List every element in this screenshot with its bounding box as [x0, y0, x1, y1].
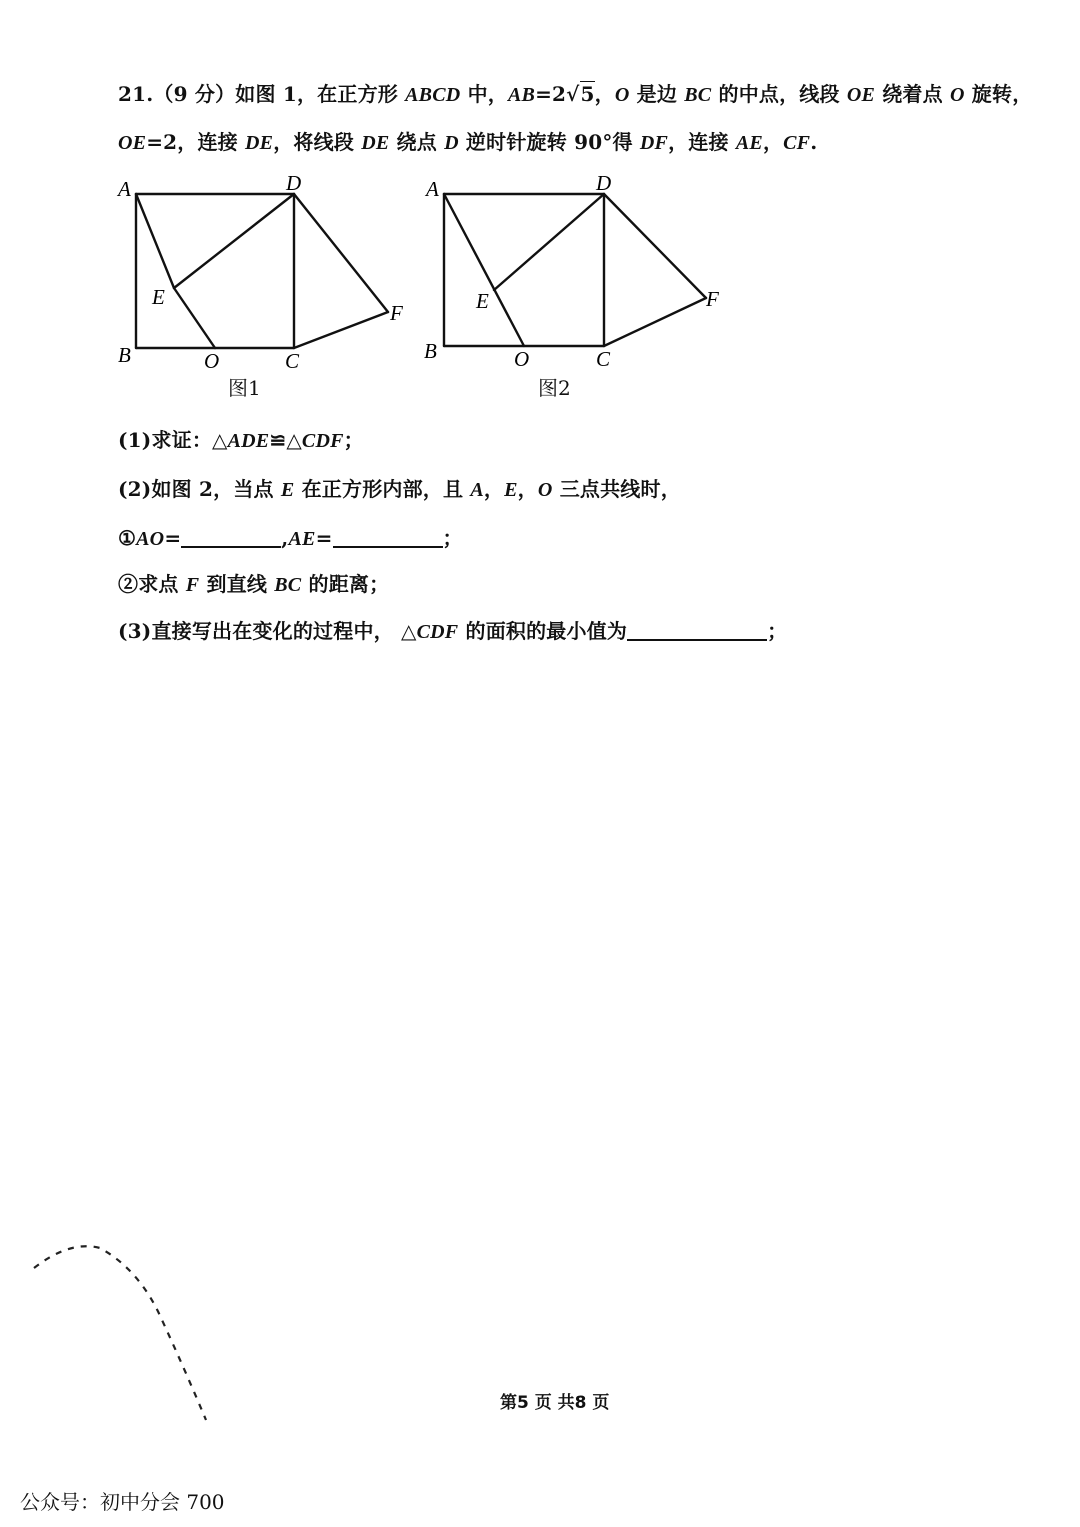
text: 逆时针旋转 90°得	[458, 130, 640, 154]
label-e: E	[152, 285, 165, 309]
segment-ae: AE	[735, 132, 763, 154]
segment-ao: AO	[136, 528, 165, 550]
circled-one: ①	[118, 526, 137, 550]
text: ，将线段	[273, 130, 362, 154]
point-o: O	[614, 84, 630, 106]
segment-de: DE	[361, 132, 390, 154]
text: ；	[767, 619, 788, 643]
point-o: O	[537, 479, 553, 501]
problem-number: 21.	[118, 82, 154, 106]
label-o: O	[204, 349, 220, 373]
question-1	[118, 424, 364, 453]
segment-de	[494, 194, 604, 290]
text: 是边	[629, 82, 685, 106]
dashed-curve-decoration	[0, 1230, 240, 1440]
point-d: D	[444, 132, 459, 154]
text: 绕着点	[875, 82, 950, 106]
question-2b	[118, 568, 389, 597]
text: 在正方形内部，且	[294, 477, 471, 501]
text: (2)如图 2，当点	[118, 477, 281, 501]
problem-line-2	[118, 126, 817, 155]
segment-bc: BC	[274, 574, 302, 596]
question-2	[118, 473, 681, 502]
text: ，	[594, 82, 615, 106]
segment-ae	[136, 194, 174, 288]
segment-df: DF	[639, 132, 669, 154]
figure-1	[110, 170, 420, 405]
figure-2-caption: 图2	[538, 376, 571, 400]
text: ；	[442, 526, 463, 550]
label-b: B	[424, 339, 437, 363]
label-c: C	[285, 349, 300, 373]
text: 到直线	[199, 572, 275, 596]
label-a: A	[426, 177, 439, 201]
text: ，	[517, 477, 538, 501]
segment-df	[604, 194, 706, 298]
segment-ab: AB	[507, 84, 536, 106]
text: 三点共线时，	[552, 477, 681, 501]
text: 的距离；	[301, 572, 390, 596]
label-c: C	[596, 347, 611, 371]
square-name: ABCD	[405, 84, 461, 106]
problem-score: （9 分）	[153, 82, 236, 106]
label-b: B	[118, 343, 131, 367]
label-o: O	[514, 347, 530, 371]
text: ②求点	[118, 572, 186, 596]
text: ，	[762, 130, 784, 154]
segment-de: DE	[245, 132, 274, 154]
point-f: F	[185, 574, 200, 596]
text: =	[164, 526, 182, 550]
problem-line-1	[118, 78, 1032, 107]
answer-blank-ao[interactable]	[181, 526, 281, 548]
sqrt-symbol: √	[566, 82, 580, 106]
answer-blank-min-area[interactable]	[627, 619, 767, 641]
triangle-ade: ADE	[227, 430, 270, 452]
text: (3)直接写出在变化的过程中， △	[118, 619, 417, 643]
text: ，连接	[668, 130, 736, 154]
question-2a	[118, 522, 463, 551]
question-3	[118, 615, 787, 644]
segment-oe: OE	[846, 84, 876, 106]
point-e: E	[280, 479, 295, 501]
text: 的中点，线段	[711, 82, 847, 106]
segment-ae: AE	[288, 528, 316, 550]
label-e: E	[476, 289, 489, 313]
wechat-account: 公众号：初中分会 700	[20, 1490, 225, 1514]
text: ，	[483, 477, 505, 501]
segment-eo	[174, 288, 215, 348]
label-a: A	[118, 177, 131, 201]
segment-de	[174, 194, 294, 288]
page-number: 第5 页 共8 页	[500, 1393, 610, 1413]
point-a: A	[470, 479, 484, 501]
text: 如图 1，在正方形	[235, 82, 406, 106]
answer-blank-ae[interactable]	[333, 526, 443, 548]
figure-1-caption: 图1	[228, 376, 261, 400]
text: 的面积的最小值为	[458, 619, 628, 643]
segment-cf	[294, 312, 388, 348]
label-d: D	[286, 171, 302, 195]
triangle-cdf: CDF	[301, 430, 344, 452]
text: .	[810, 130, 818, 154]
text: =2	[535, 82, 567, 106]
point-e: E	[504, 479, 518, 501]
triangle-cdf: CDF	[416, 621, 459, 643]
text: 中，	[460, 82, 508, 106]
label-f: F	[706, 287, 719, 311]
text: (1)求证：△	[118, 428, 228, 452]
label-d: D	[596, 171, 612, 195]
segment-cf: CF	[783, 132, 811, 154]
label-f: F	[390, 301, 403, 325]
segment-bc: BC	[684, 84, 712, 106]
segment-cf	[604, 298, 706, 346]
text: 绕点	[389, 130, 445, 154]
congruent-symbol: ≌△	[269, 428, 302, 452]
point-o: O	[949, 84, 965, 106]
segment-df	[294, 194, 388, 312]
sqrt-value: 5	[580, 82, 595, 106]
text: 旋转，	[964, 82, 1033, 106]
text: =2，连接	[146, 130, 246, 154]
segment-aeo	[444, 194, 524, 346]
segment-oe: OE	[118, 132, 147, 154]
text: ；	[343, 428, 364, 452]
text: ,	[281, 526, 289, 550]
text: =	[315, 526, 333, 550]
figure-2	[420, 170, 740, 405]
